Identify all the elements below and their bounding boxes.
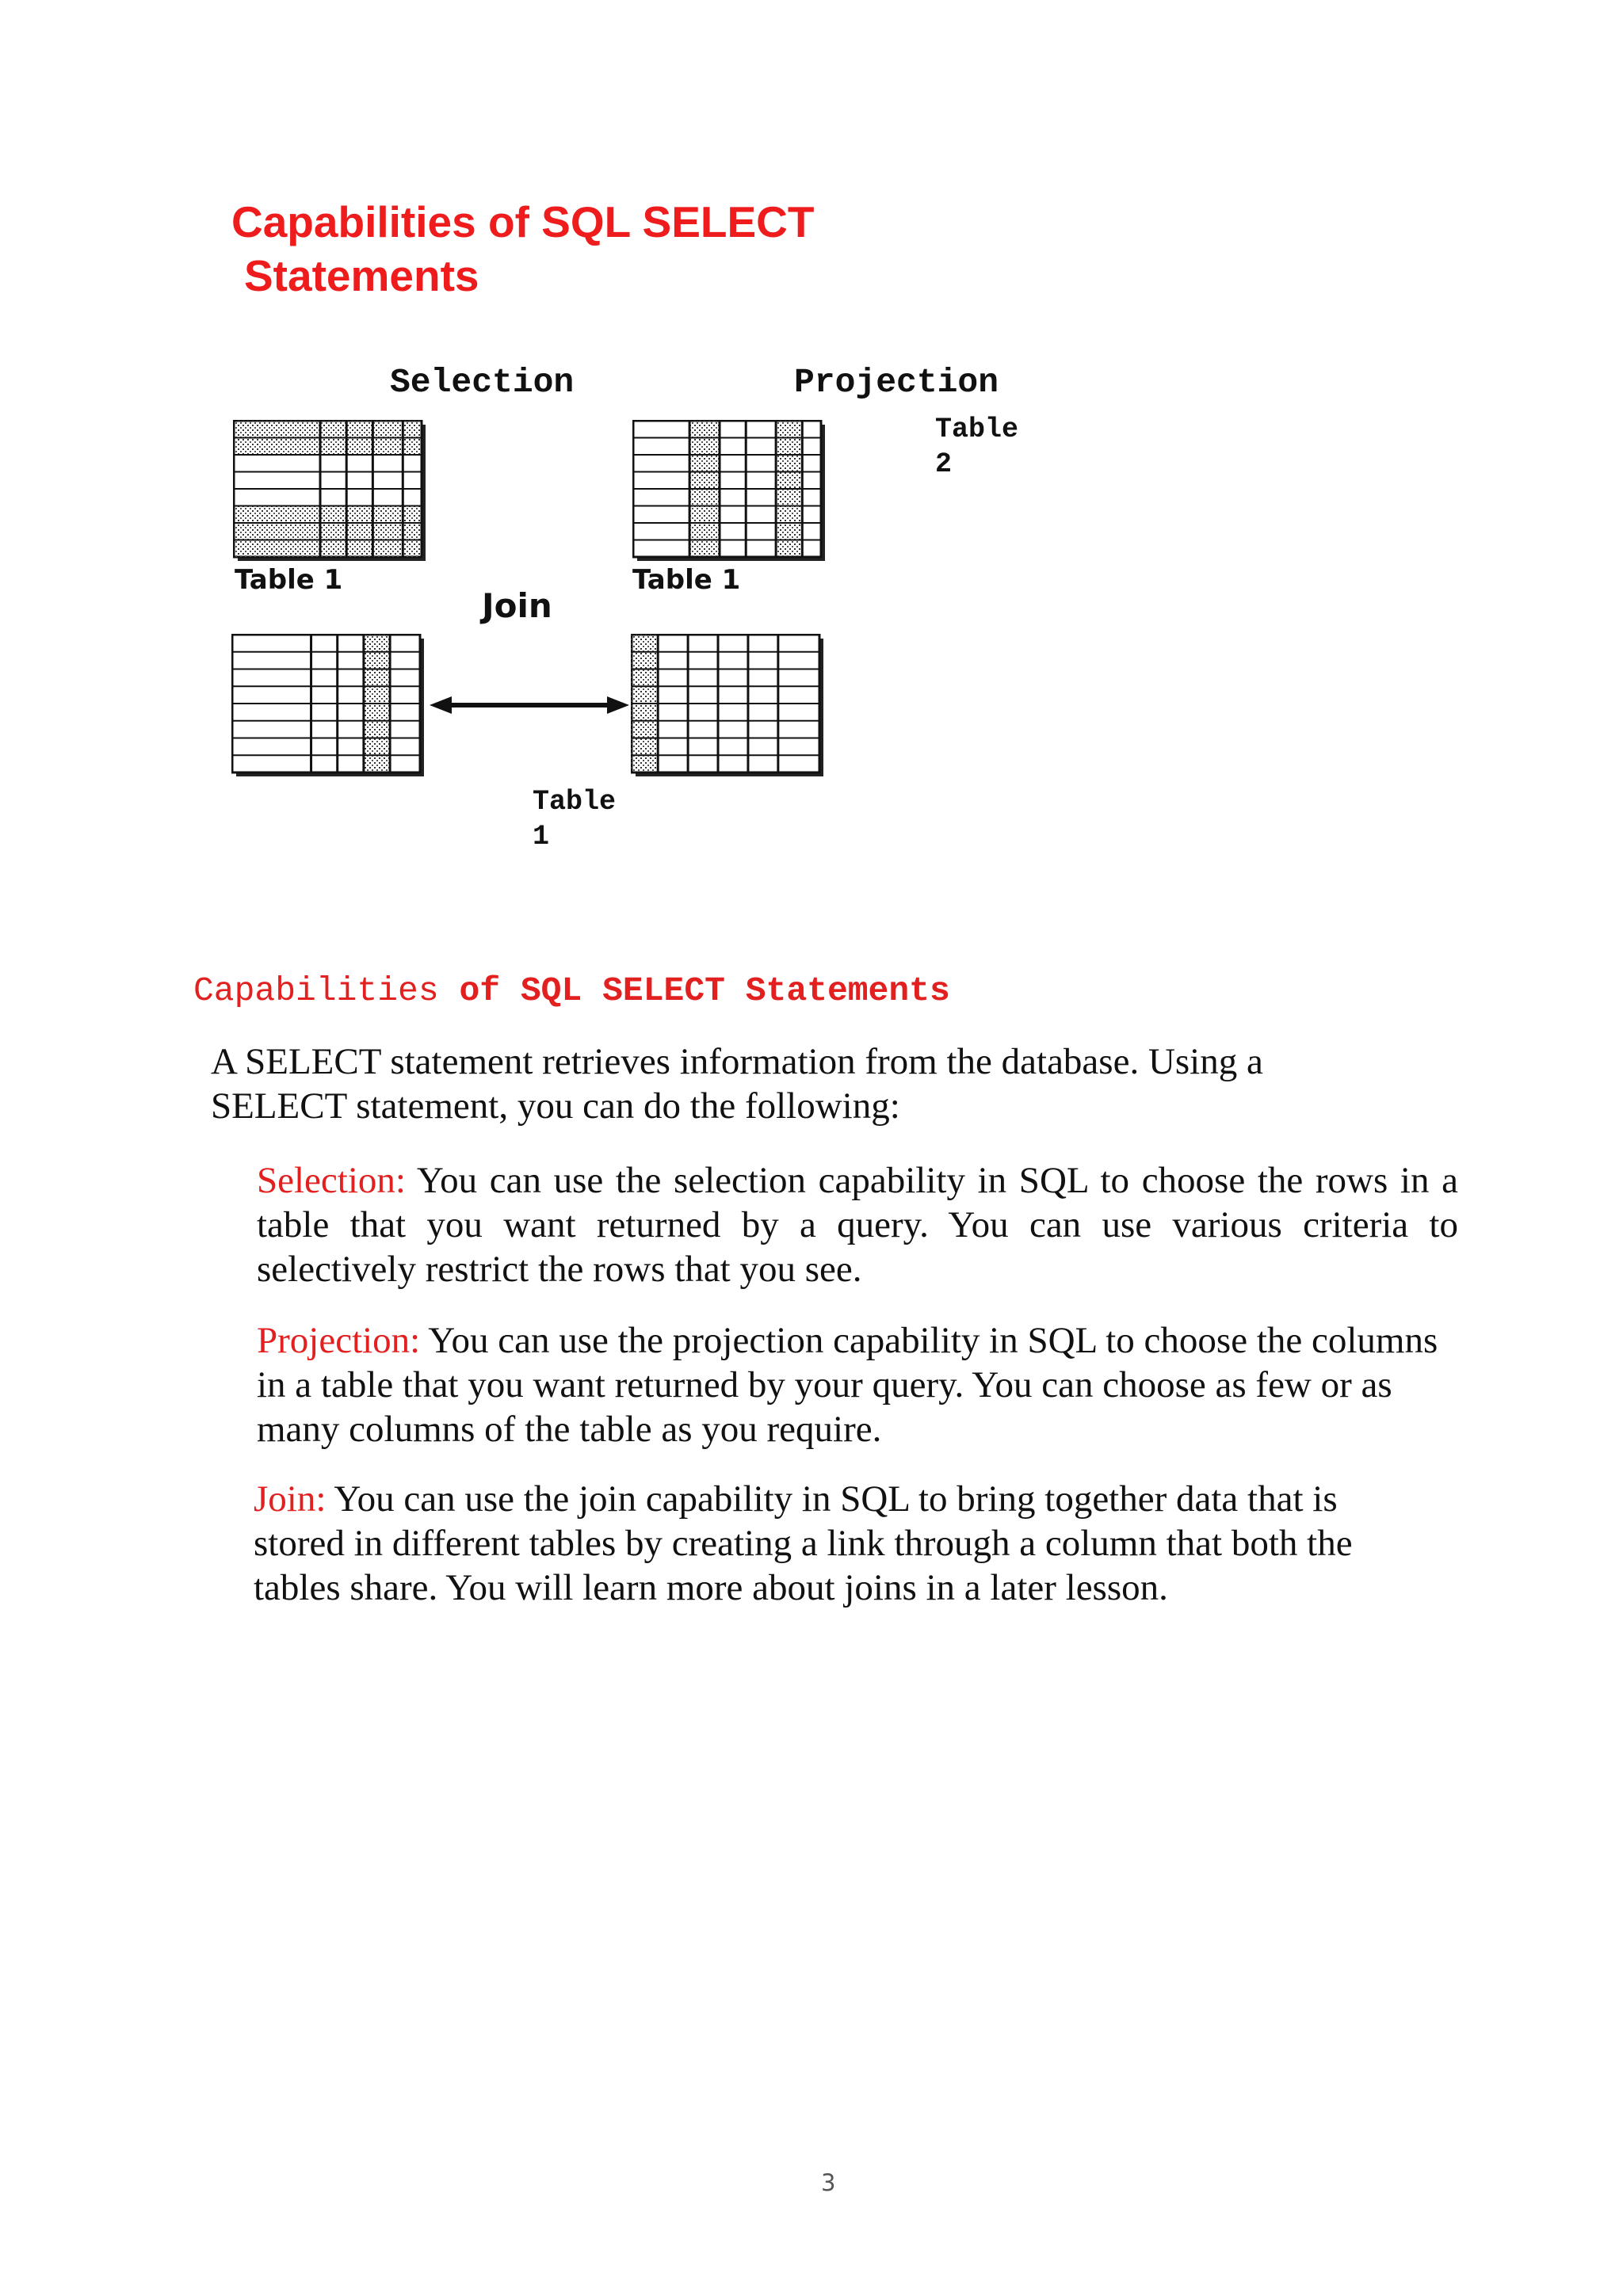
- page-title: [231, 195, 815, 303]
- selection-paragraph: [257, 1158, 1458, 1291]
- join-label: Join: [482, 586, 552, 625]
- join-paragraph: [254, 1477, 1434, 1610]
- table2-label-line2: 2: [935, 448, 953, 480]
- join-right-table-graphic: [631, 634, 825, 778]
- join-arrow-graphic: [428, 689, 631, 721]
- selection-table-graphic: [233, 420, 427, 563]
- table1-label-join: [533, 784, 616, 854]
- table1-label-projection: Table 1: [632, 564, 741, 596]
- section-heading: [193, 971, 950, 1010]
- projection-table-graphic: [632, 420, 827, 563]
- page-title-line2: Statements: [244, 251, 479, 300]
- table2-label: [935, 412, 1018, 482]
- section-heading-bold: of SQL SELECT Statements: [459, 971, 950, 1010]
- projection-label: Projection: [794, 363, 999, 402]
- selection-label: Selection: [390, 363, 575, 402]
- selection-text: You can use the selection capability in SQL to choose the rows in a table that you want returned by a query. You can use various criteria to selectively restrict the rows that you see.: [257, 1160, 1458, 1290]
- join-left-table-graphic: [231, 634, 426, 778]
- table1-label-join-line2: 1: [533, 821, 550, 852]
- join-lead: Join:: [254, 1478, 327, 1520]
- section-heading-plain: Capabilities: [193, 971, 460, 1010]
- table1-label-selection: Table 1: [235, 564, 343, 596]
- projection-paragraph: [257, 1318, 1458, 1451]
- page-title-line1: Capabilities of SQL SELECT: [231, 197, 815, 246]
- table1-label-join-line1: Table: [533, 786, 617, 818]
- table2-label-line1: Table: [935, 414, 1019, 445]
- intro-paragraph: A SELECT statement retrieves information from the database. Using a SELECT statement, you can do the following:: [211, 1041, 1263, 1127]
- projection-text: You can use the projection capability in SQL to choose the columns in a table that you want returned by your query. You can choose as few or as many columns of the table as you require.: [257, 1320, 1438, 1450]
- selection-lead: Selection:: [257, 1160, 406, 1201]
- projection-lead: Projection:: [257, 1320, 421, 1361]
- page-number: 3: [821, 2169, 836, 2196]
- join-text: You can use the join capability in SQL to bring together data that is stored in different tables by creating a link through a column that both the tables share. You will learn more about joins in a later lesson.: [254, 1478, 1353, 1608]
